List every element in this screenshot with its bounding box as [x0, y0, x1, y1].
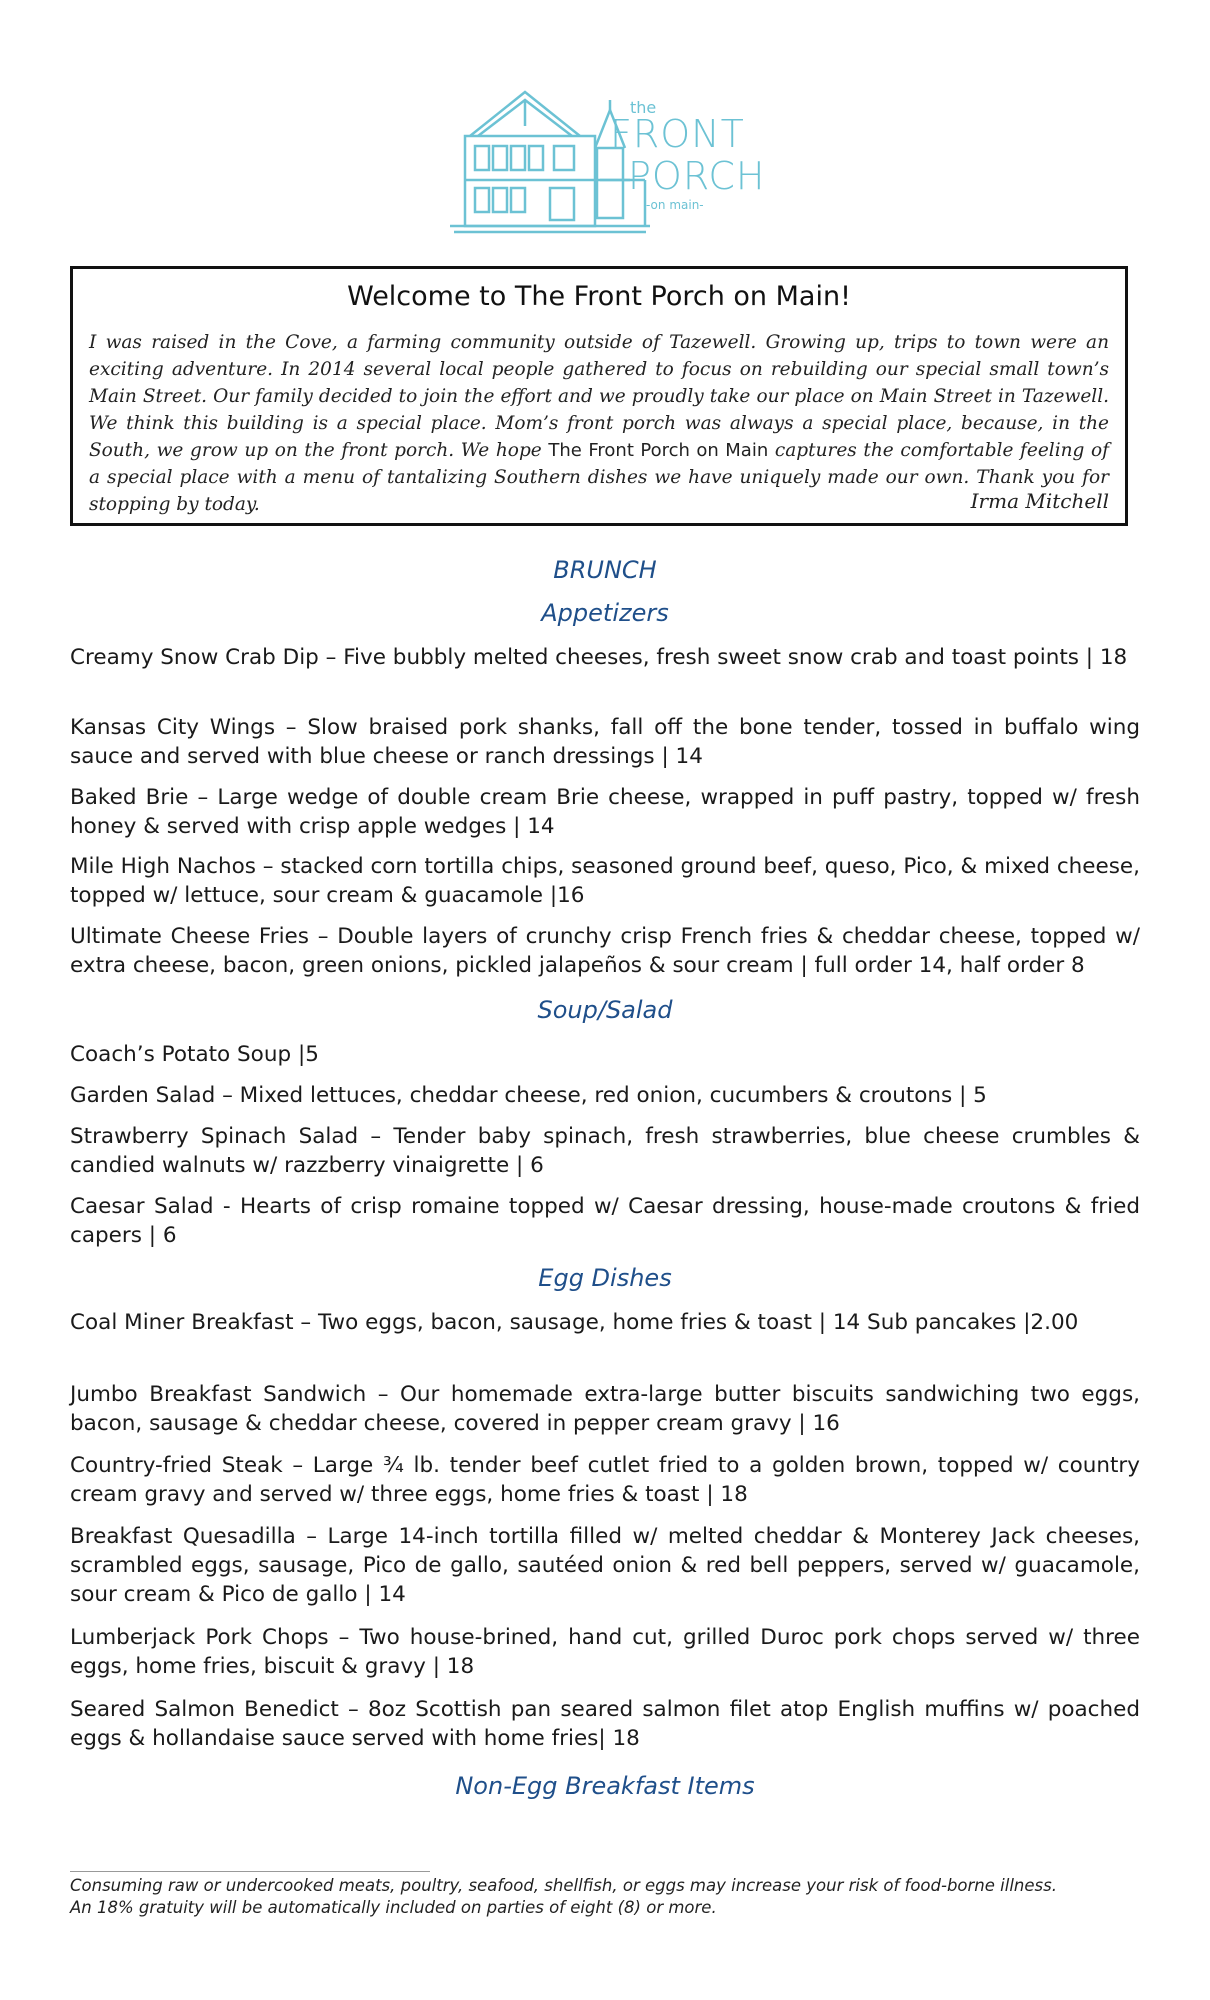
logo-small-bottom: -on main-: [646, 198, 704, 212]
menu-item: Coal Miner Breakfast – Two eggs, bacon, sausage, home fries & toast | 14 Sub pancakes |2.00: [70, 1310, 1079, 1335]
letter-text-2: captures the comfortable feeling of a special place with a menu of tantalizing Southern dishes we have uniquely made our own. Thank you for stopping by today.: [89, 440, 1109, 515]
welcome-letter: [89, 329, 1109, 518]
logo-line-2: PORCH: [628, 154, 766, 198]
menu-item: Seared Salmon Benedict – 8oz Scottish pan seared salmon filet atop English muffins w/ poached eggs & hollandaise sauce served with home fries| 18: [70, 1697, 1140, 1751]
restaurant-logo: [450, 88, 766, 238]
section-heading-appetizers: Appetizers: [541, 599, 669, 627]
footer-divider: [70, 1871, 430, 1872]
footer-gratuity: An 18% gratuity will be automatically included on parties of eight (8) or more.: [70, 1898, 717, 1917]
menu-item: Caesar Salad - Hearts of crisp romaine topped w/ Caesar dressing, house-made croutons & fried capers | 6: [70, 1194, 1140, 1248]
menu-item: Coach’s Potato Soup |5: [70, 1042, 319, 1067]
section-heading-soup-salad: Soup/Salad: [537, 996, 673, 1024]
menu-item: Mile High Nachos – stacked corn tortilla chips, seasoned ground beef, queso, Pico, & mixed cheese, topped w/ lettuce, sour cream & guacamole |16: [70, 854, 1140, 908]
menu-item: Jumbo Breakfast Sandwich – Our homemade extra-large butter biscuits sandwiching two eggs, bacon, sausage & cheddar cheese, covered in pepper cream gravy | 16: [70, 1382, 1140, 1436]
letter-text-1: I was raised in the Cove, a farming community outside of Tazewell. Growing up, trips to town were an exciting adventure. In 2014 several local people gathered to focus on rebuilding our special small town’s Main Street. Our family decided to join the effort and we proudly take our place on Main Street in Tazewell. We think this building is a special place. Mom’s front porch was always a special place, because, in the South, we grow up on the front porch. We hope: [89, 332, 1109, 461]
logo-line-1: FRONT: [610, 112, 745, 156]
welcome-box: [70, 266, 1128, 526]
menu-item: Lumberjack Pork Chops – Two house-brined, hand cut, grilled Duroc pork chops served w/ three eggs, home fries, biscuit & gravy | 18: [70, 1625, 1140, 1679]
letter-brand: The Front Porch on Main: [548, 440, 769, 461]
section-heading-non-egg: Non-Egg Breakfast Items: [455, 1772, 755, 1800]
section-heading-egg-dishes: Egg Dishes: [538, 1264, 672, 1292]
menu-item: Kansas City Wings – Slow braised pork shanks, fall off the bone tender, tossed in buffalo wing sauce and served with blue cheese or ranch dressings | 14: [70, 715, 1140, 769]
menu-item: Garden Salad – Mixed lettuces, cheddar cheese, red onion, cucumbers & croutons | 5: [70, 1083, 987, 1108]
welcome-title: Welcome to The Front Porch on Main!: [347, 281, 851, 312]
logo-small-top: the: [630, 98, 657, 117]
menu-item: Breakfast Quesadilla – Large 14-inch tortilla filled w/ melted cheddar & Monterey Jack cheeses, scrambled eggs, sausage, Pico de gallo, sautéed onion & red bell peppers, served w/ guacamole, sour cream & Pico de gallo | 14: [70, 1524, 1140, 1607]
menu-title: BRUNCH: [553, 556, 657, 584]
menu-item: Country-fried Steak – Large ¾ lb. tender beef cutlet fried to a golden brown, topped w/ country cream gravy and served w/ three eggs, home fries & toast | 18: [70, 1453, 1140, 1507]
menu-item: Ultimate Cheese Fries – Double layers of crunchy crisp French fries & cheddar cheese, topped w/ extra cheese, bacon, green onions, pickled jalapeños & sour cream | full order 14, half order 8: [70, 924, 1140, 978]
menu-item: Strawberry Spinach Salad – Tender baby spinach, fresh strawberries, blue cheese crumbles & candied walnuts w/ razzberry vinaigrette | 6: [70, 1124, 1140, 1178]
menu-item: Baked Brie – Large wedge of double cream Brie cheese, wrapped in puff pastry, topped w/ fresh honey & served with crisp apple wedges | 14: [70, 785, 1140, 839]
footer-disclaimer: Consuming raw or undercooked meats, poultry, seafood, shellfish, or eggs may increase your risk of food-borne illness.: [70, 1876, 1057, 1895]
menu-item: Creamy Snow Crab Dip – Five bubbly melted cheeses, fresh sweet snow crab and toast points | 18: [70, 645, 1128, 670]
signature: Irma Mitchell: [970, 489, 1109, 513]
